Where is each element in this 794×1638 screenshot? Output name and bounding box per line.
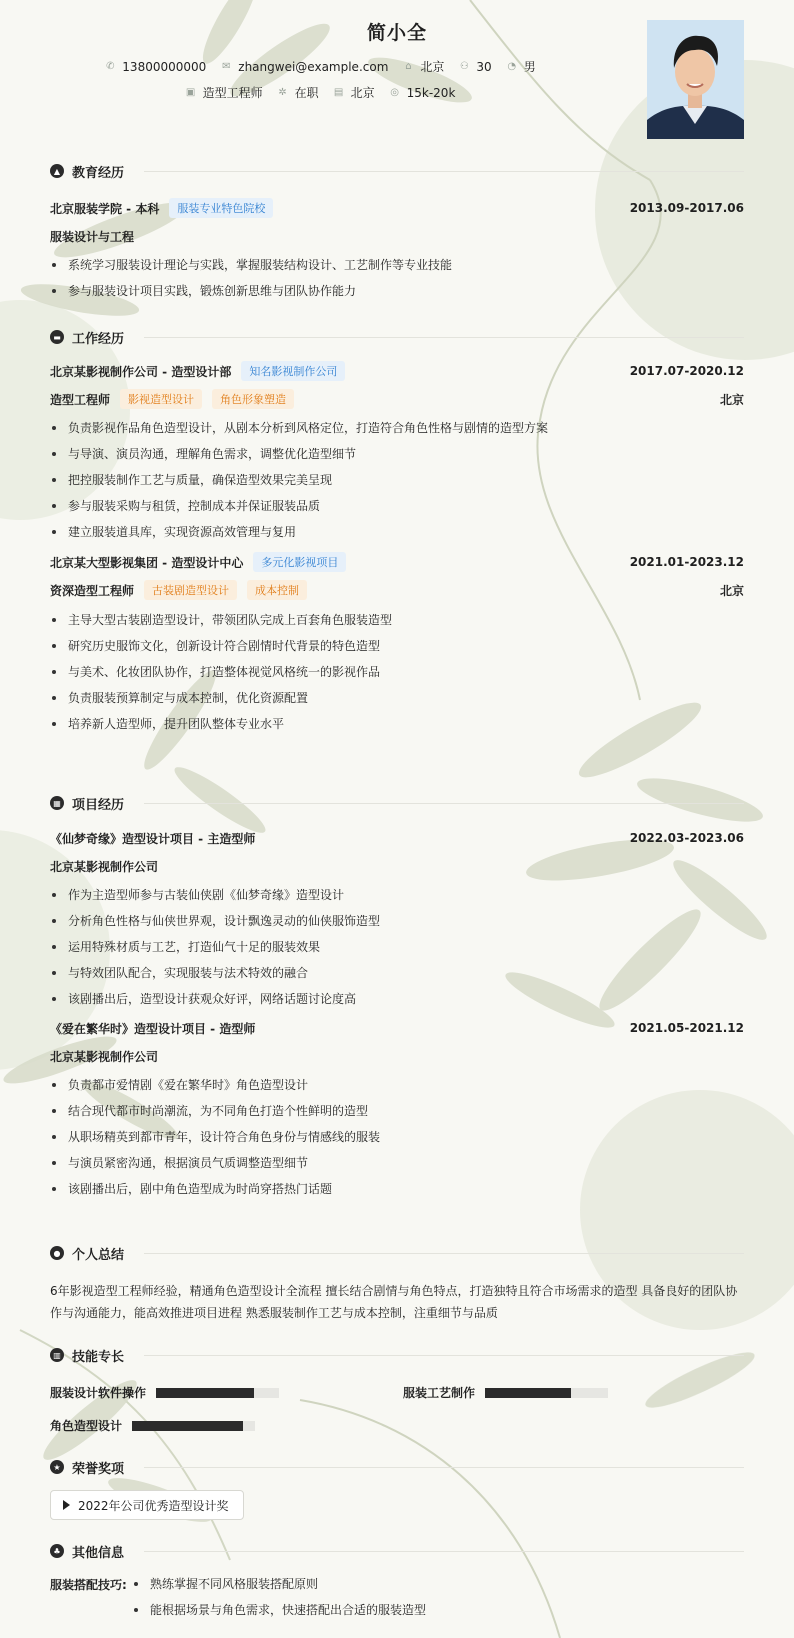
target-city: 北京 — [350, 86, 375, 100]
skill-tag: 角色形象塑造 — [212, 389, 294, 409]
skill-label: 服装设计软件操作 — [50, 1386, 147, 1400]
skill-bar — [156, 1388, 279, 1398]
contact-row — [0, 58, 640, 75]
mail-icon: ✉ — [222, 61, 231, 72]
list-item: 负责服装预算制定与成本控制，优化资源配置 — [50, 688, 744, 714]
age-icon: ⚇ — [459, 61, 469, 72]
briefcase-icon: ▬ — [50, 330, 64, 344]
status-icon: ✲ — [278, 87, 287, 98]
section-title: 荣誉奖项 — [72, 1461, 125, 1477]
candidate-name: 简小全 — [366, 22, 427, 44]
phone-number: 13800000000 — [122, 59, 207, 74]
award-item: 2022年公司优秀造型设计奖 — [50, 1490, 244, 1520]
divider — [144, 1355, 744, 1356]
skill-label: 角色造型设计 — [50, 1419, 123, 1433]
job-city: 北京 — [719, 583, 744, 598]
section-title: 技能专长 — [72, 1349, 125, 1365]
skill-bar-fill — [156, 1388, 254, 1398]
section-title: 项目经历 — [72, 797, 125, 813]
list-item: 与导演、演员沟通，理解角色需求，调整优化造型细节 — [50, 444, 744, 470]
project-name: 《仙梦奇缘》造型设计项目 - 主造型师 — [50, 831, 256, 846]
job-bullets — [50, 610, 744, 740]
salary-icon: ◎ — [390, 87, 399, 98]
skill-label: 服装工艺制作 — [403, 1386, 476, 1400]
list-item: 与特效团队配合，实现服装与法术特效的融合 — [50, 963, 744, 989]
skill-bar — [485, 1388, 608, 1398]
other-info-list — [132, 1574, 732, 1626]
list-item: 系统学习服装设计理论与实践，掌握服装结构设计、工艺制作等专业技能 — [50, 255, 744, 281]
list-item: 把控服装制作工艺与质量，确保造型效果完美呈现 — [50, 470, 744, 496]
company-tag: 知名影视制作公司 — [241, 361, 345, 381]
school-name: 北京服装学院 - 本科 — [50, 201, 160, 216]
list-item: 参与服装设计项目实践，锻炼创新思维与团队协作能力 — [50, 281, 744, 307]
list-item: 主导大型古装剧造型设计，带领团队完成上百套角色服装造型 — [50, 610, 744, 636]
graduation-cap-icon: ▲ — [50, 164, 64, 178]
avatar — [647, 20, 744, 139]
gender: 男 — [523, 60, 536, 74]
location: 北京 — [420, 60, 445, 74]
project-bullets — [50, 1075, 744, 1205]
awards-section — [50, 1456, 744, 1513]
avatar-photo — [647, 20, 744, 139]
education-bullets — [50, 255, 744, 307]
summary-section — [50, 1242, 744, 1320]
skills-section — [50, 1344, 744, 1433]
education-section — [50, 160, 744, 298]
list-item: 作为主造型师参与古装仙侠剧《仙梦奇缘》造型设计 — [50, 885, 744, 911]
skill-item — [403, 1384, 608, 1401]
expected-salary: 15k-20k — [406, 85, 456, 100]
other-info-section — [50, 1540, 744, 1617]
medal-icon: ★ — [50, 1460, 64, 1474]
company-name: 北京某大型影视集团 - 造型设计中心 — [50, 555, 244, 570]
section-title: 其他信息 — [72, 1545, 125, 1561]
phone-icon: ✆ — [106, 61, 115, 72]
other-info-label: 服装搭配技巧: — [50, 1578, 127, 1592]
project-org: 北京某影视制作公司 — [50, 859, 159, 874]
section-title: 个人总结 — [72, 1247, 125, 1263]
list-item: 能根据场景与角色需求，快速搭配出合适的服装造型 — [132, 1600, 732, 1626]
list-item: 熟练掌握不同风格服装搭配原则 — [132, 1574, 732, 1600]
school-tag: 服装专业特色院校 — [169, 198, 273, 218]
divider — [144, 1253, 744, 1254]
project-date: 2021.05-2021.12 — [629, 1021, 744, 1035]
company-name: 北京某影视制作公司 - 造型设计部 — [50, 364, 232, 379]
job-date: 2017.07-2020.12 — [629, 364, 744, 378]
list-item: 参与服装采购与租赁，控制成本并保证服装品质 — [50, 496, 744, 522]
job-role: 造型工程师 — [50, 392, 111, 407]
list-item: 运用特殊材质与工艺，打造仙气十足的服装效果 — [50, 937, 744, 963]
list-item: 负责影视作品角色造型设计，从剧本分析到风格定位，打造符合角色性格与剧情的造型方案 — [50, 418, 744, 444]
skill-tag: 成本控制 — [247, 580, 307, 600]
info-icon: ♣ — [50, 1544, 64, 1558]
skill-item — [50, 1417, 255, 1434]
building-icon: ▤ — [333, 87, 344, 98]
section-title: 教育经历 — [72, 165, 125, 181]
play-icon — [63, 1500, 70, 1510]
divider — [144, 1467, 744, 1468]
company-tag: 多元化影视项目 — [253, 552, 346, 572]
education-date: 2013.09-2017.06 — [629, 201, 744, 215]
list-item: 与演员紧密沟通，根据演员气质调整造型细节 — [50, 1153, 744, 1179]
list-item: 研究历史服饰文化，创新设计符合剧情时代背景的特色造型 — [50, 636, 744, 662]
list-item: 与美术、化妆团队协作，打造整体视觉风格统一的影视作品 — [50, 662, 744, 688]
list-item: 从职场精英到都市青年，设计符合角色身份与情感线的服装 — [50, 1127, 744, 1153]
skill-bar-fill — [485, 1388, 571, 1398]
briefcase-icon: ▣ — [185, 87, 196, 98]
projects-section — [50, 792, 744, 1196]
employment-status: 在职 — [294, 86, 319, 100]
age: 30 — [476, 59, 492, 74]
email-address: zhangwei@example.com — [238, 59, 389, 74]
skill-bar — [132, 1421, 255, 1431]
section-title: 工作经历 — [72, 331, 125, 347]
target-position: 造型工程师 — [202, 86, 263, 100]
skill-item — [50, 1384, 279, 1401]
person-icon: ● — [50, 1246, 64, 1260]
list-item: 分析角色性格与仙侠世界观，设计飘逸灵动的仙侠服饰造型 — [50, 911, 744, 937]
grid-icon: ▦ — [50, 796, 64, 810]
job-bullets — [50, 418, 744, 548]
work-section — [50, 326, 744, 731]
major: 服装设计与工程 — [50, 229, 135, 244]
list-item: 培养新人造型师，提升团队整体专业水平 — [50, 714, 744, 740]
summary-text: 6年影视造型工程师经验，精通角色造型设计全流程 擅长结合剧情与角色特点，打造独特且符合市场需求的造型 具备良好的团队协 作与沟通能力，能高效推进项目进程 熟悉服装制作工艺与成本控制，注重细节与品质 — [50, 1284, 738, 1320]
divider — [144, 803, 744, 804]
project-bullets — [50, 885, 744, 1015]
list-item: 建立服装道具库，实现资源高效管理与复用 — [50, 522, 744, 548]
gender-icon: ◔ — [507, 61, 517, 72]
divider — [144, 337, 744, 338]
divider — [144, 1551, 744, 1552]
skill-bar-fill — [132, 1421, 243, 1431]
list-item: 负责都市爱情剧《爱在繁华时》角色造型设计 — [50, 1075, 744, 1101]
skill-tag: 古装剧造型设计 — [144, 580, 237, 600]
job-intent-row — [0, 84, 640, 101]
project-name: 《爱在繁华时》造型设计项目 - 造型师 — [50, 1021, 256, 1036]
job-date: 2021.01-2023.12 — [629, 555, 744, 569]
list-item: 结合现代都市时尚潮流，为不同角色打造个性鲜明的造型 — [50, 1101, 744, 1127]
project-date: 2022.03-2023.06 — [629, 831, 744, 845]
job-role: 资深造型工程师 — [50, 583, 135, 598]
skill-tag: 影视造型设计 — [120, 389, 202, 409]
list-item: 该剧播出后，造型设计获观众好评，网络话题讨论度高 — [50, 989, 744, 1015]
divider — [144, 171, 744, 172]
job-city: 北京 — [719, 392, 744, 407]
home-icon: ⌂ — [405, 61, 412, 72]
bar-chart-icon: ▥ — [50, 1348, 64, 1362]
list-item: 该剧播出后，剧中角色造型成为时尚穿搭热门话题 — [50, 1179, 744, 1205]
project-org: 北京某影视制作公司 — [50, 1049, 159, 1064]
